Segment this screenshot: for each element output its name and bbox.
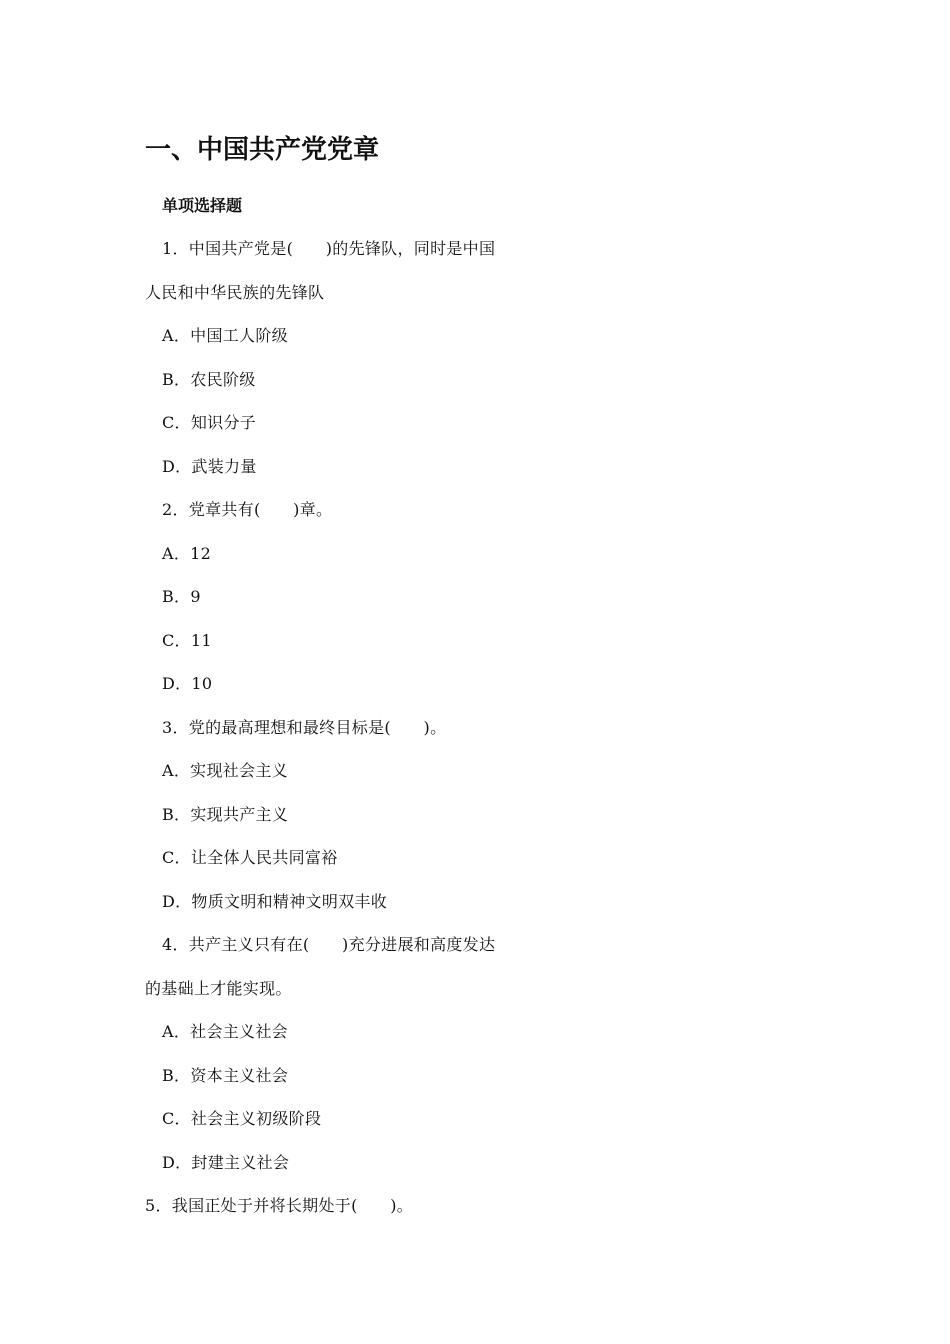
question-2-stem: 2．党章共有( )章。 [162, 500, 333, 519]
question-2-option-b: B．9 [162, 587, 201, 606]
question-1-option-a: A．中国工人阶级 [162, 326, 288, 345]
question-3-option-d: D．物质文明和精神文明双丰收 [162, 892, 388, 911]
question-3-option-a: A．实现社会主义 [162, 761, 288, 780]
question-1-option-d: D．武装力量 [162, 457, 257, 476]
question-1-option-c: C．知识分子 [162, 413, 257, 432]
question-1-option-b: B．农民阶级 [162, 370, 256, 389]
question-2-option-c: C．11 [162, 631, 212, 650]
section-title: 一、中国共产党党章 [145, 135, 380, 165]
question-4-option-a: A．社会主义社会 [162, 1022, 288, 1041]
question-4-option-b: B．资本主义社会 [162, 1066, 289, 1085]
question-2-option-a: A．12 [162, 544, 212, 563]
question-1-stem: 1．中国共产党是( )的先锋队，同时是中国 [162, 239, 496, 258]
question-type-heading: 单项选择题 [162, 196, 243, 215]
question-4-option-c: C．社会主义初级阶段 [162, 1109, 322, 1128]
question-3-stem: 3．党的最高理想和最终目标是( )。 [162, 718, 447, 737]
question-4-option-d: D．封建主义社会 [162, 1153, 290, 1172]
question-4-stem: 4．共产主义只有在( )充分进展和高度发达 [162, 935, 496, 954]
question-5-stem: 5．我国正处于并将长期处于( )。 [145, 1196, 414, 1215]
question-4-stem-continued: 的基础上才能实现。 [145, 979, 292, 998]
question-1-stem-continued: 人民和中华民族的先锋队 [145, 283, 325, 302]
question-2-option-d: D．10 [162, 674, 213, 693]
question-3-option-c: C．让全体人民共同富裕 [162, 848, 338, 867]
question-3-option-b: B．实现共产主义 [162, 805, 289, 824]
